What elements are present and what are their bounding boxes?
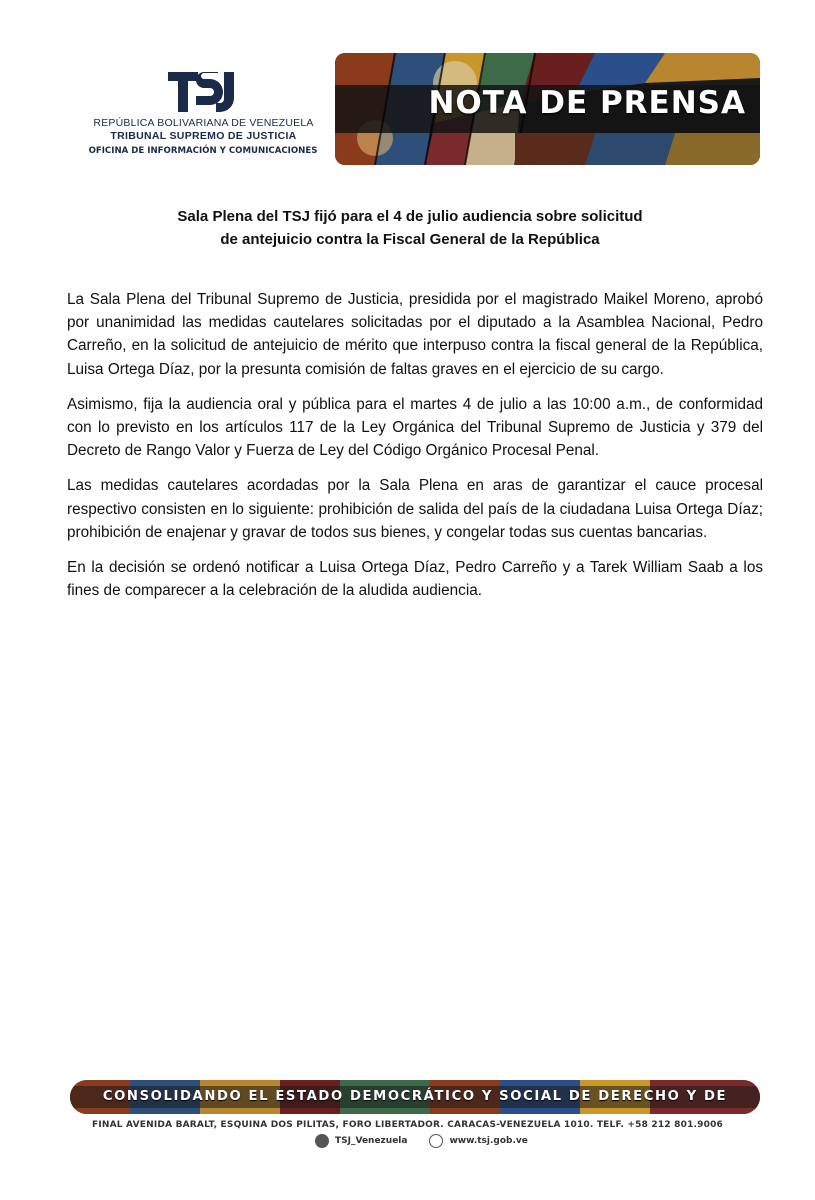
paragraph-4: En la decisión se ordenó notificar a Luisa Ortega Díaz, Pedro Carreño y a Tarek William Saab a los fines de comparecer a la celebración de la aludida audiencia. xyxy=(67,559,763,600)
paragraph-1: La Sala Plena del Tribunal Supremo de Justicia, presidida por el magistrado Maikel Moreno, aprobó por unanimidad las medidas cautelares solicitadas por el diputado a la Asamblea Nacional, Pedro Carreño, en la solicitud de antejuicio de mérito que interpuso contra la fiscal general de la República, Luisa Ortega Díaz, por la presunta comisión de faltas graves en el ejercicio de su cargo. xyxy=(67,291,763,378)
tsj-logo xyxy=(86,66,326,166)
website-link[interactable]: www.tsj.gob.ve xyxy=(449,1136,528,1146)
footer-address: FINAL AVENIDA BARALT, ESQUINA DOS PILITAS, FORO LIBERTADOR. CARACAS-VENEZUELA 1010. TELF. +58 212 801.9006 xyxy=(91,1120,723,1130)
paragraph-3: Las medidas cautelares acordadas por la Sala Plena en aras de garantizar el cauce procesal respectivo consisten en lo siguiente: prohibición de salida del país de la ciudadana Luisa Ortega Díaz; prohibición de enajenar y gravar de todos sus bienes, y congelar todas sus cuentas bancarias. xyxy=(67,477,763,541)
twitter-handle[interactable]: TSJ_Venezuela xyxy=(335,1136,408,1146)
press-note-banner xyxy=(335,53,760,165)
logo-office-text: OFICINA DE INFORMACIÓN Y COMUNICACIONES xyxy=(88,146,318,156)
headline-line-1: Sala Plena del TSJ fijó para el 4 de julio audiencia sobre solicitud xyxy=(177,208,643,225)
logo-country-text: REPÚBLICA BOLIVARIANA DE VENEZUELA xyxy=(93,117,314,129)
paragraph-2: Asimismo, fija la audiencia oral y pública para el martes 4 de julio a las 10:00 a.m., de conformidad con lo previsto en los artículos 117 de la Ley Orgánica del Tribunal Supremo de Justicia y 379 del Decreto de Rango Valor y Fuerza de Ley del Código Orgánico Procesal Penal. xyxy=(67,395,763,460)
twitter-icon xyxy=(315,1134,329,1148)
footer-motto: CONSOLIDANDO EL ESTADO DEMOCRÁTICO Y SOCIAL DE DERECHO Y DE xyxy=(102,1089,728,1104)
headline-line-2: de antejuicio contra la Fiscal General de la República xyxy=(220,231,600,248)
globe-icon xyxy=(429,1134,443,1148)
logo-institution-text: TRIBUNAL SUPREMO DE JUSTICIA xyxy=(110,130,297,142)
tsj-logo-mark xyxy=(166,66,246,116)
article-body xyxy=(67,288,763,614)
banner-title: NOTA DE PRENSA xyxy=(428,85,746,121)
footer-motto-bar xyxy=(70,1080,760,1114)
footer-links xyxy=(315,1134,528,1148)
article-headline xyxy=(60,205,760,251)
